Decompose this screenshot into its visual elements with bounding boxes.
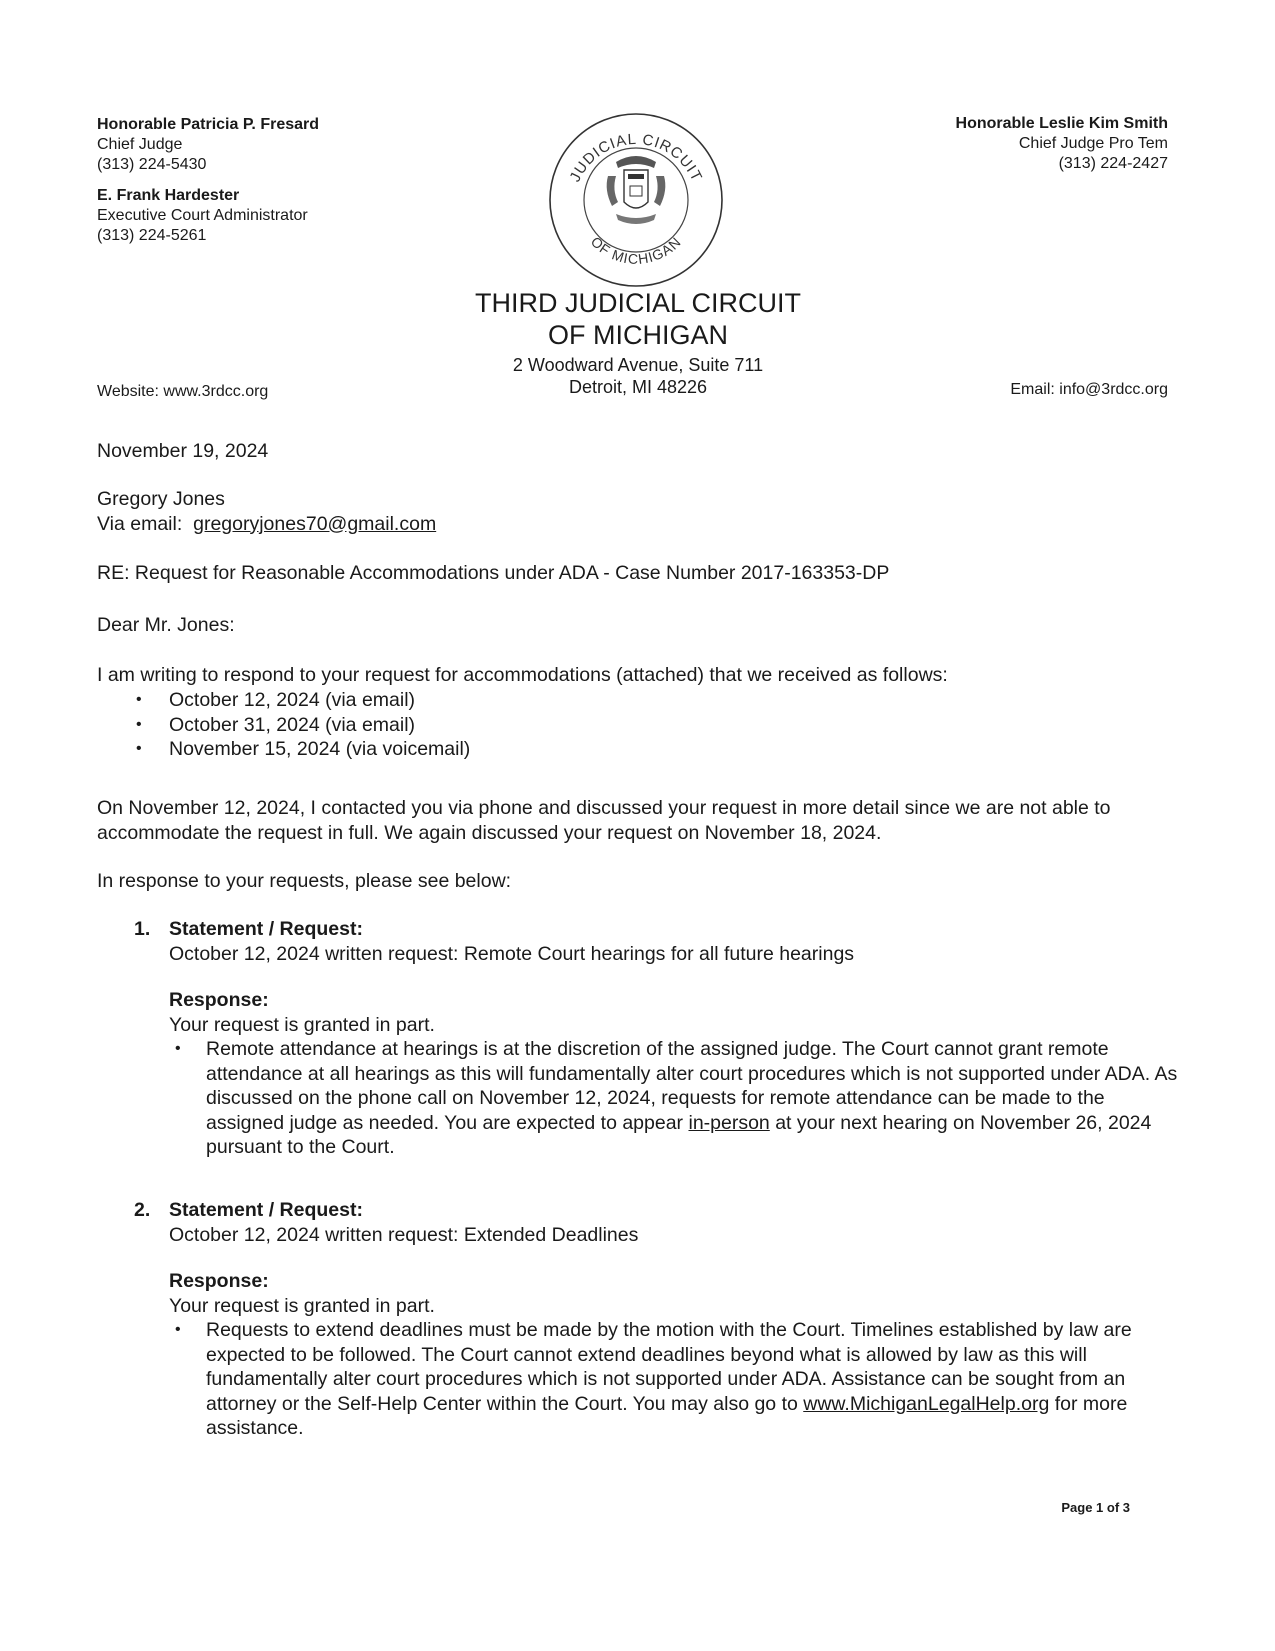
list-item: • October 31, 2024 (via email) (132, 713, 1182, 738)
page-number: Page 1 of 3 (1061, 1500, 1130, 1515)
address-line1: 2 Woodward Avenue, Suite 711 (512, 355, 764, 375)
court-address (400, 354, 876, 398)
recipient-email-label: Via email: (97, 512, 183, 535)
recipient-block (97, 487, 1182, 536)
legal-help-link[interactable]: www.MichiganLegalHelp.org (803, 1392, 1050, 1415)
chief-judge-phone: (313) 224-5430 (97, 156, 207, 173)
item-number: 2. (134, 1199, 151, 1221)
request-item-2 (134, 1198, 1184, 1441)
statement-text: October 12, 2024 written request: Remote Court hearings for all future hearings (169, 942, 855, 965)
response-status: Your request is granted in part. (169, 1013, 435, 1036)
statement-heading: Statement / Request: (169, 918, 363, 940)
statement-text: October 12, 2024 written request: Extended Deadlines (169, 1223, 639, 1246)
website-text: Website: www.3rdcc.org (97, 383, 269, 400)
response-heading: Response: (169, 989, 269, 1011)
svg-text:OF MICHIGAN (588, 233, 684, 267)
recipient-name: Gregory Jones (97, 488, 225, 510)
court-seal-icon (546, 110, 726, 290)
court-name-line1: THIRD JUDICIAL CIRCUIT (474, 288, 801, 318)
response-intro: In response to your requests, please see below: (97, 870, 512, 892)
administrator-block (97, 186, 308, 246)
chief-judge-title: Chief Judge (97, 136, 183, 153)
pro-tem-judge-phone: (313) 224-2427 (1058, 155, 1168, 172)
salutation: Dear Mr. Jones: (97, 614, 235, 636)
re-line: RE: Request for Reasonable Accommodations under ADA - Case Number 2017-163353-DP (97, 562, 890, 584)
list-item: • November 15, 2024 (via voicemail) (132, 737, 1182, 762)
chief-judge-pro-tem-block (956, 114, 1168, 174)
recipient-email-link[interactable]: gregoryjones70@gmail.com (193, 512, 437, 535)
seal-bottom-text: OF MICHIGAN (587, 233, 685, 268)
chief-judge-name: Honorable Patricia P. Fresard (97, 116, 320, 133)
response-bullet: • Remote attendance at hearings is at the discretion of the assigned judge. The Court cannot grant remote attendance at all hearings as this will fundamentally alter court procedures which is not supported under ADA. As discussed on the phone call on November 12, 2024, requests for remote attendance can be made to the assigned judge as needed. You are expected to appear in-person at your next hearing on November 26, 2024 pursuant to the Court. (169, 1037, 1184, 1160)
received-dates-list (132, 688, 1182, 762)
contact-paragraph: On November 12, 2024, I contacted you via phone and discussed your request in more detail since we are not able to accommodate the request in full. We again discussed your request on November 18, 2024. (97, 797, 1111, 844)
list-item: • October 12, 2024 (via email) (132, 688, 1182, 713)
administrator-name: E. Frank Hardester (97, 187, 240, 204)
response-heading: Response: (169, 1270, 269, 1292)
address-line2: Detroit, MI 48226 (568, 377, 708, 397)
court-name-line2: OF MICHIGAN (548, 320, 728, 350)
request-item-1 (134, 917, 1184, 1160)
administrator-title: Executive Court Administrator (97, 207, 308, 224)
court-name (400, 287, 876, 351)
response-status: Your request is granted in part. (169, 1294, 435, 1317)
pro-tem-judge-name: Honorable Leslie Kim Smith (955, 115, 1168, 132)
in-person-emphasis: in-person (688, 1111, 770, 1134)
seal-top-text: JUDICIAL CIRCUIT (566, 130, 706, 185)
administrator-phone: (313) 224-5261 (97, 227, 207, 244)
response-bullet: • Requests to extend deadlines must be made by the motion with the Court. Timelines established by law are expected to be followed. The Court cannot extend deadlines beyond what is allowed by law as this will fundamentally alter court procedures which is not supported under ADA. Assistance can be sought from an attorney or the Self-Help Center within the Court. You may also go to www.MichiganLegalHelp.org for more assistance. (169, 1318, 1184, 1441)
item-number: 1. (134, 918, 151, 940)
pro-tem-judge-title: Chief Judge Pro Tem (1018, 135, 1168, 152)
statement-heading: Statement / Request: (169, 1199, 363, 1221)
letter-date: November 19, 2024 (97, 440, 269, 462)
court-email-text: Email: info@3rdcc.org (1010, 381, 1168, 398)
intro-paragraph: I am writing to respond to your request for accommodations (attached) that we received as follows: (97, 664, 948, 686)
chief-judge-block (97, 115, 319, 175)
